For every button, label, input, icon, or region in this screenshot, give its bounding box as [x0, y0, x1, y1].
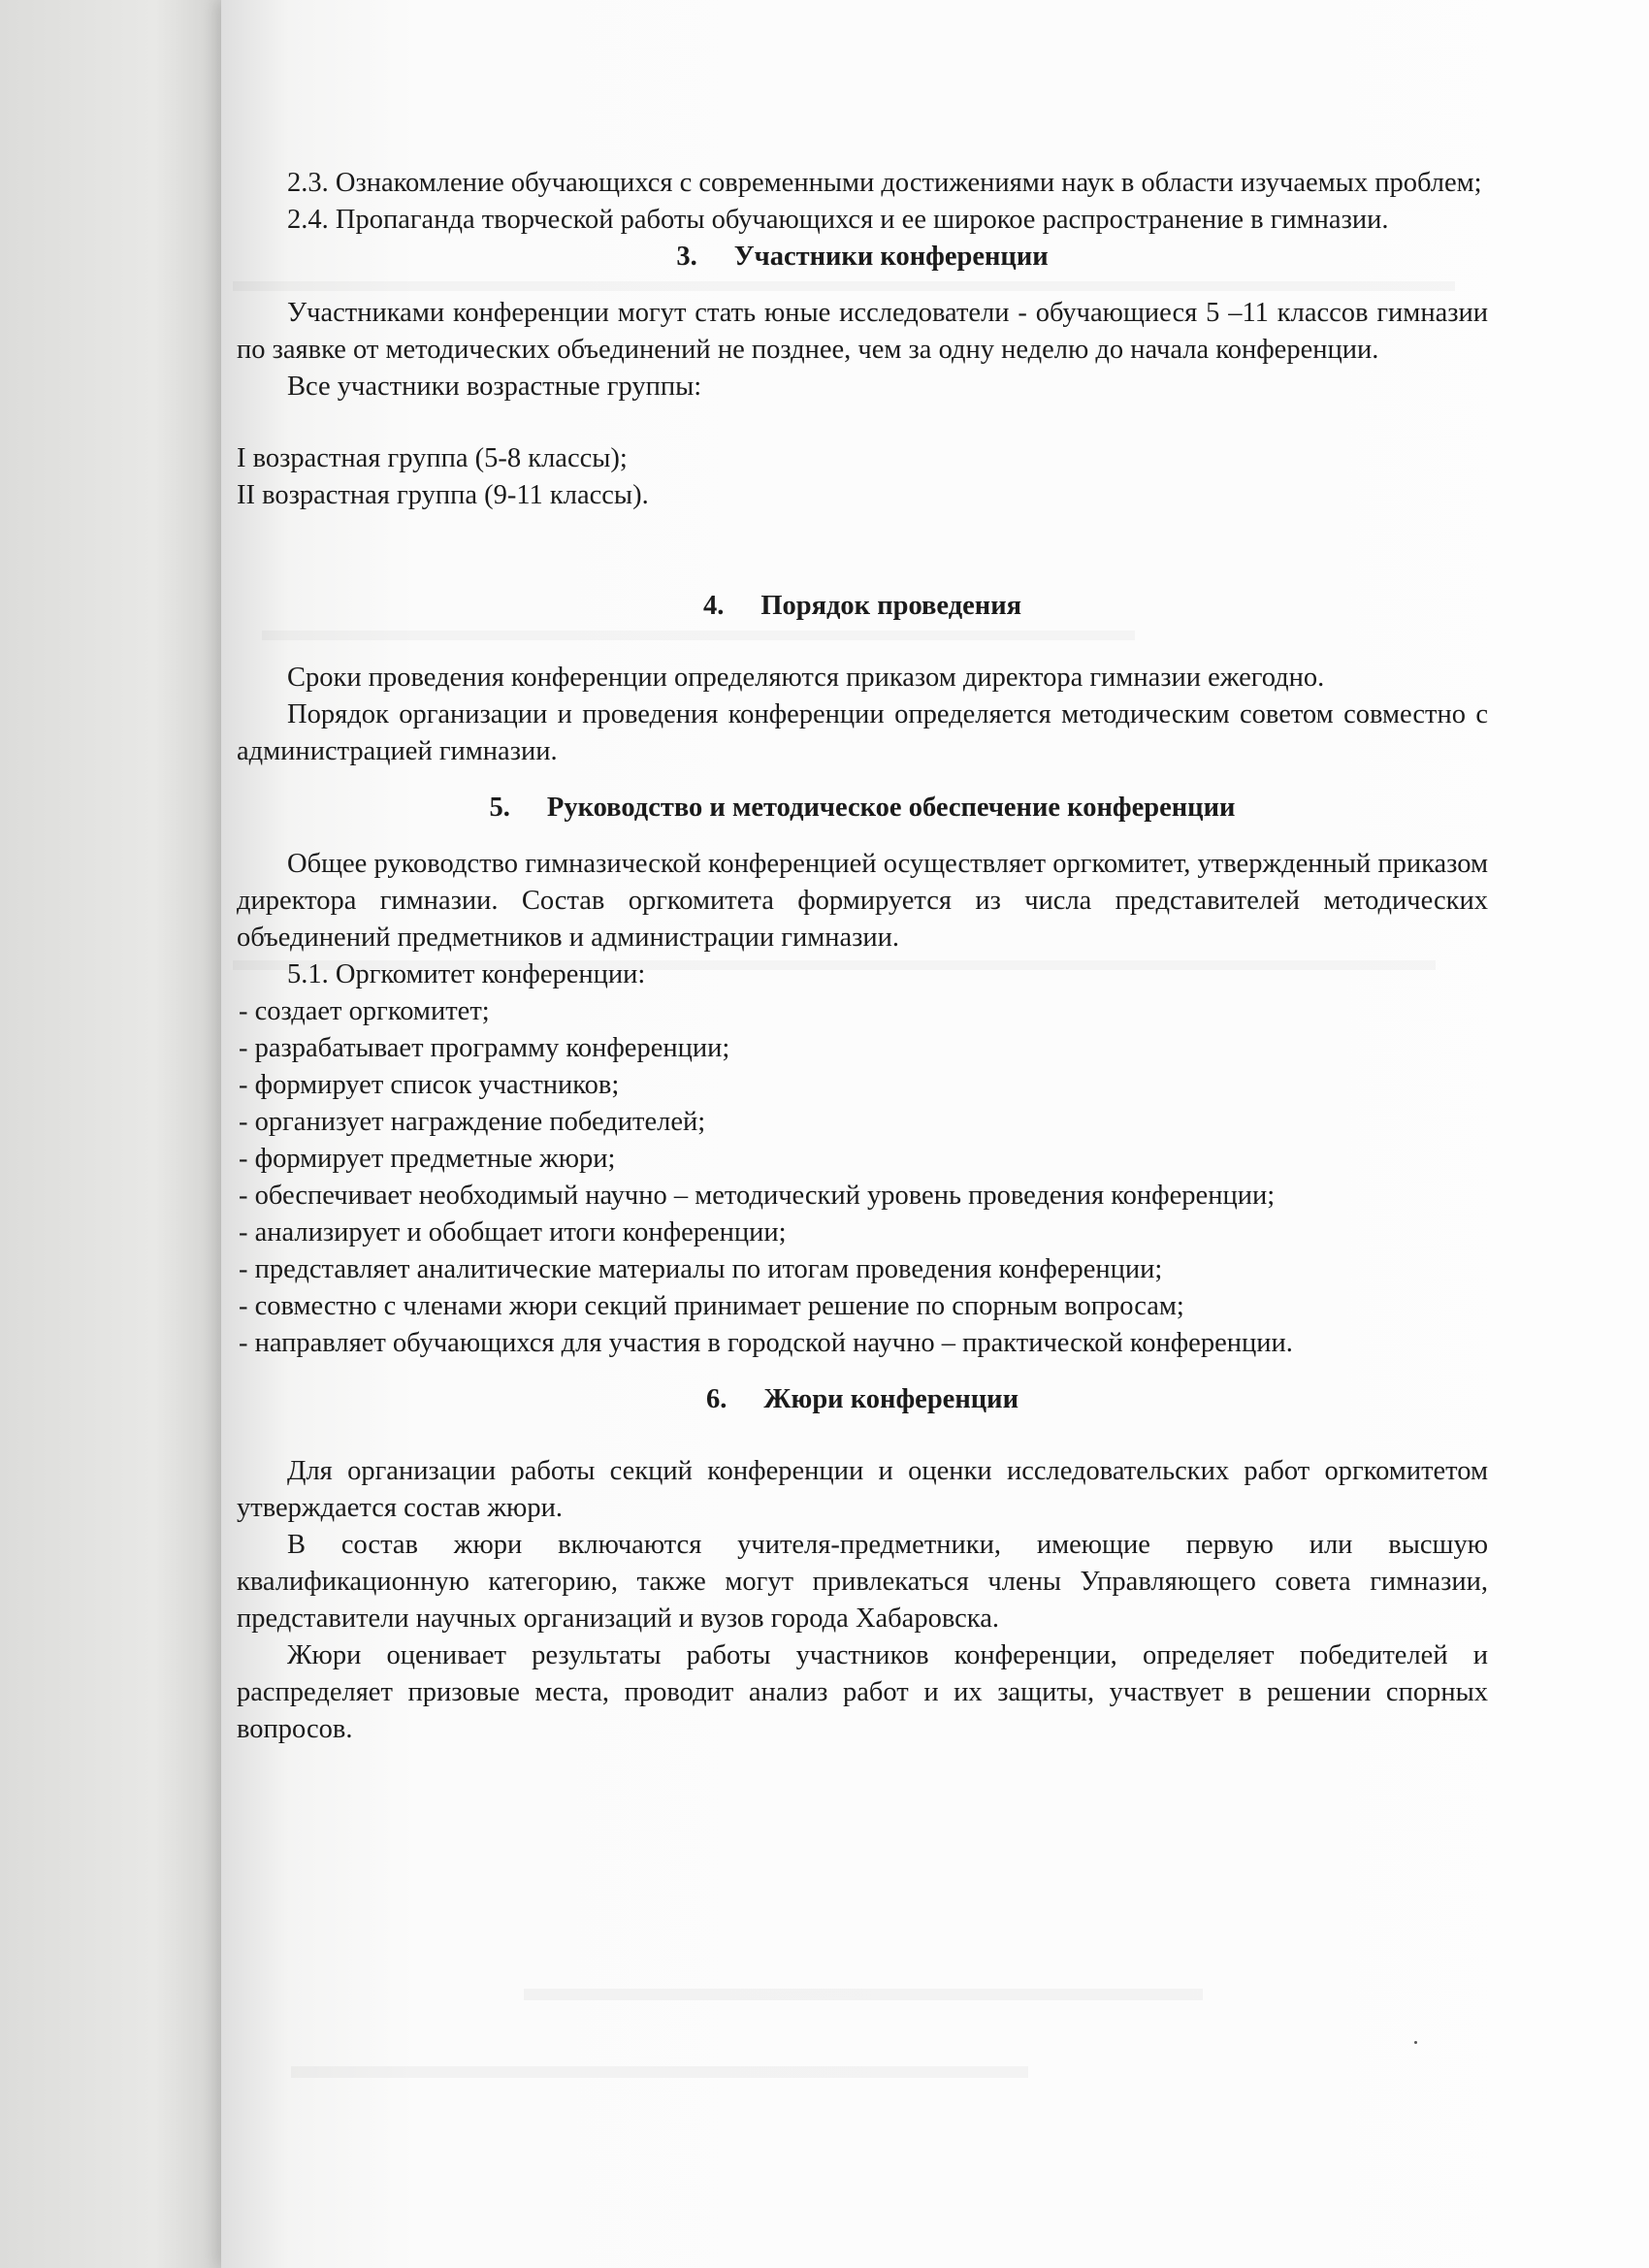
section-3-paragraph-2: Все участники возрастные группы: — [287, 372, 702, 402]
section-6-paragraph-2: В состав жюри включаются учителя-предметники, имеющие первую или высшую квалификационную категорию, также могут привлекаться члены Управляющего совета гимназии, представители научных организаций и вузов города Хабаровска. — [237, 1530, 1488, 1634]
age-group-1: I возрастная группа (5-8 классы); — [237, 443, 628, 473]
scan-speck — [1414, 2041, 1417, 2044]
list-item: - формирует список участников; — [239, 1070, 620, 1100]
list-item: - анализирует и обобщает итоги конференции; — [239, 1217, 787, 1247]
list-item: - совместно с членами жюри секций принимает решение по спорным вопросам; — [239, 1291, 1184, 1321]
section-6-number: 6. — [706, 1384, 728, 1414]
section-4-number: 4. — [702, 591, 725, 621]
list-item: - создает оргкомитет; — [239, 996, 490, 1026]
section-5-paragraph-1: Общее руководство гимназической конференцией осуществляет оргкомитет, утвержденный приказом директора гимназии. Состав оргкомитета формируется из числа представителей методических объединений предметников и администрации гимназии. — [237, 849, 1488, 953]
section-5-number: 5. — [489, 793, 510, 823]
list-item: - представляет аналитические материалы по итогам проведения конференции; — [239, 1254, 1163, 1284]
section-6-paragraph-3: Жюри оценивает результаты работы участников конференции, определяет победителей и распределяет призовые места, проводит анализ работ и их защиты, участвует в решении спорных вопросов. — [237, 1640, 1488, 1744]
section-4-paragraph-1: Сроки проведения конференции определяются приказом директора гимназии ежегодно. — [287, 663, 1325, 693]
section-3-paragraph-1: Участниками конференции могут стать юные исследователи - обучающиеся 5 –11 классов гимназии по заявке от методических объединений не позднее, чем за одну неделю до начала конференции. — [237, 298, 1488, 365]
section-3-title: Участники конференции — [733, 242, 1049, 272]
section-4-title: Порядок проведения — [760, 591, 1022, 621]
section-3-heading — [237, 239, 1488, 275]
section-3-number: 3. — [676, 242, 697, 272]
section-6-heading — [237, 1381, 1488, 1418]
section-4-paragraph-2: Порядок организации и проведения конференции определяется методическим советом совместно с администрацией гимназии. — [237, 699, 1488, 766]
paragraph-2-4: 2.4. Пропаганда творческой работы обучающихся и ее широкое распространение в гимназии. — [287, 205, 1389, 235]
list-item: - обеспечивает необходимый научно – методический уровень проведения конференции; — [239, 1181, 1276, 1211]
age-group-2: II возрастная группа (9-11 классы). — [237, 480, 649, 510]
previous-page-edge — [0, 0, 221, 2268]
list-item: - разрабатывает программу конференции; — [239, 1033, 730, 1063]
section-4-heading — [237, 588, 1488, 625]
list-item: - направляет обучающихся для участия в городской научно – практической конференции. — [239, 1328, 1293, 1358]
list-item: - формирует предметные жюри; — [239, 1144, 616, 1174]
section-5-title: Руководство и методическое обеспечение конференции — [546, 793, 1236, 823]
list-item: - организует награждение победителей; — [239, 1107, 706, 1137]
paragraph-2-3: 2.3. Ознакомление обучающихся с современными достижениями наук в области изучаемых проблем; — [287, 168, 1482, 198]
section-6-paragraph-1: Для организации работы секций конференции и оценки исследовательских работ оргкомитетом утверждается состав жюри. — [237, 1456, 1488, 1523]
section-6-title: Жюри конференции — [763, 1384, 1018, 1414]
section-5-subheading: 5.1. Оргкомитет конференции: — [287, 959, 646, 989]
document-body — [237, 165, 1488, 1748]
section-5-heading — [237, 790, 1488, 826]
